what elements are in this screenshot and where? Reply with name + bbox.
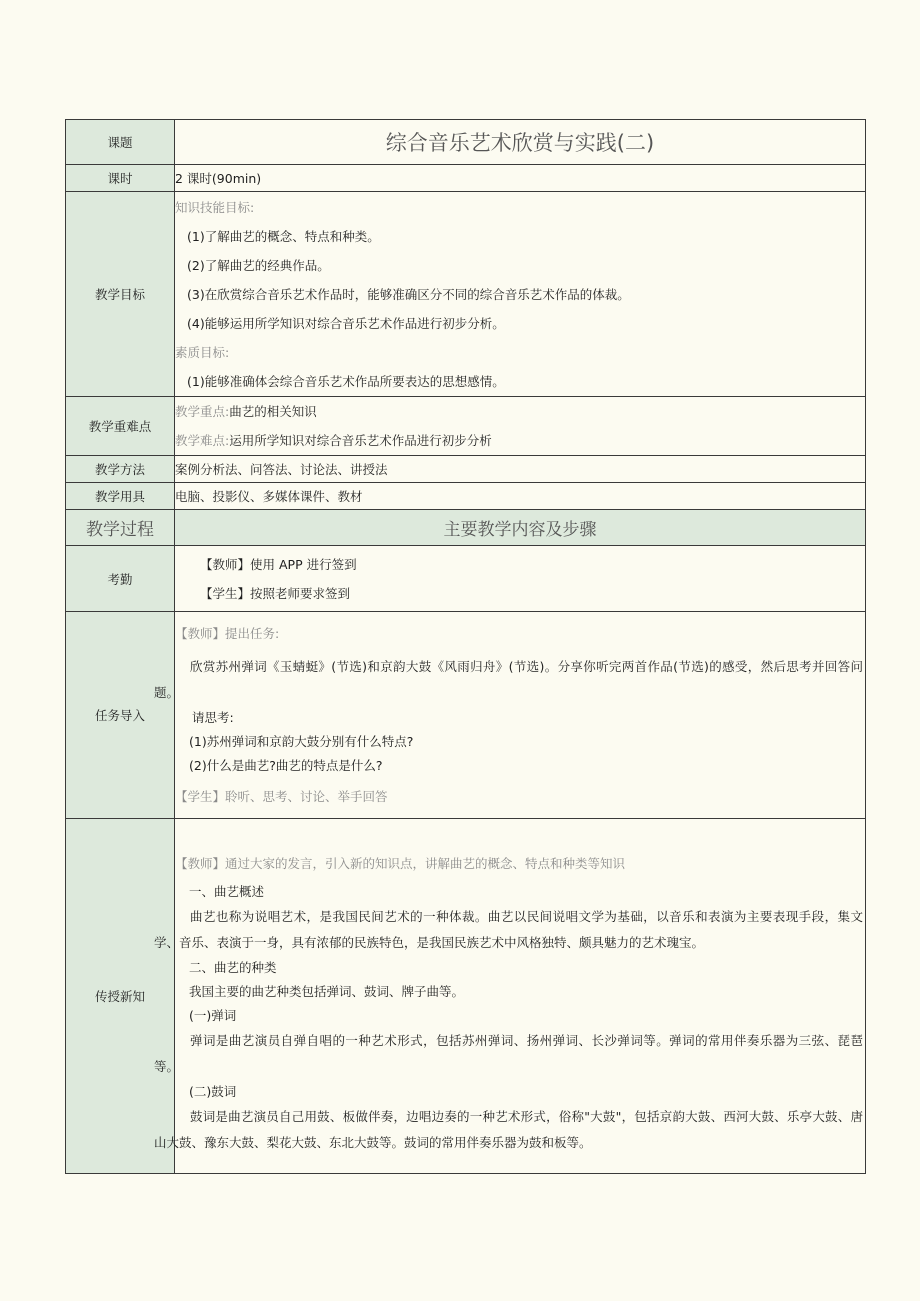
row-tools [66,483,866,510]
new-knowledge-content [154,819,866,1174]
process-header-title: 主要教学内容及步骤 [175,510,866,546]
row-methods [66,456,866,483]
section-paragraph: 我国主要的曲艺种类包括弹词、鼓词、牌子曲等。 [189,984,465,999]
label-key-points: 教学重难点 [66,397,175,456]
lesson-title: 综合音乐艺术欣赏与实践(二) [175,120,866,165]
knowledge-item: (3)在欣赏综合音乐艺术作品时，能够准确区分不同的综合音乐艺术作品的体裁。 [187,286,630,302]
knowledge-item: (2)了解曲艺的经典作品。 [187,257,330,273]
knowledge-teacher: 【教师】通过大家的发言，引入新的知识点，讲解曲艺的概念、特点和种类等知识 [175,856,626,871]
label-methods: 教学方法 [66,456,175,483]
row-hours [66,165,866,192]
row-key-points [66,397,866,456]
row-title [66,120,866,165]
section-heading: 二、曲艺的种类 [189,960,277,975]
section-paragraph: 曲艺也称为说唱艺术，是我国民间艺术的一种体裁。曲艺以民间说唱文学为基础，以音乐和表演为主要表现手段，集文学、音乐、表演于一身，具有浓郁的民族特色，是我国民族艺术中风格独特、颇具魅力的艺术瑰宝。 [154,909,863,950]
knowledge-item: (4)能够运用所学知识对综合音乐艺术作品进行初步分析。 [187,315,505,331]
section-paragraph: 弹词是曲艺演员自弹自唱的一种艺术形式，包括苏州弹词、扬州弹词、长沙弹词等。弹词的常用伴奏乐器为三弦、琵琶等。 [154,1033,863,1074]
task-question: (1)苏州弹词和京韵大鼓分别有什么特点? [189,734,414,749]
label-new-knowledge: 传授新知 [66,819,175,1174]
row-new-knowledge [66,819,866,1174]
hours-value: 2 课时(90min) [175,165,866,192]
subsection-heading: (二)鼓词 [189,1084,237,1099]
quality-heading: 素质目标: [175,344,230,360]
row-attendance [66,546,866,612]
key-points-content [175,397,866,456]
task-question: (2)什么是曲艺?曲艺的特点是什么? [189,758,383,773]
row-goals [66,192,866,397]
lesson-plan-table [65,119,866,1174]
attendance-content [175,546,866,612]
task-student: 【学生】聆听、思考、讨论、举手回答 [175,789,388,804]
task-think: 请思考: [192,710,234,725]
knowledge-item: (1)了解曲艺的概念、特点和种类。 [187,228,380,244]
label-tools: 教学用具 [66,483,175,510]
goals-content [175,192,866,397]
task-content [154,612,866,819]
knowledge-heading: 知识技能目标: [175,199,255,215]
process-header-label: 教学过程 [66,510,175,546]
subsection-heading: (一)弹词 [189,1008,237,1023]
label-hours: 课时 [66,165,175,192]
key-tag: 教学重点: [175,404,230,419]
difficulty-text: 运用所学知识对综合音乐艺术作品进行初步分析 [229,433,492,448]
label-goals: 教学目标 [66,192,175,397]
quality-item: (1)能够准确体会综合音乐艺术作品所要表达的思想感情。 [187,373,505,389]
row-task [66,612,866,819]
section-paragraph: 鼓词是曲艺演员自己用鼓、板做伴奏，边唱边奏的一种艺术形式，俗称"大鼓"，包括京韵大鼓、西河大鼓、乐亭大鼓、唐山大鼓、豫东大鼓、梨花大鼓、东北大鼓等。鼓词的常用伴奏乐器为鼓和板等。 [154,1109,863,1150]
methods-value: 案例分析法、问答法、讨论法、讲授法 [175,456,866,483]
key-text: 曲艺的相关知识 [229,404,317,419]
label-task: 任务导入 [66,612,175,819]
row-process-header [66,510,866,546]
attendance-student: 【学生】按照老师要求签到 [200,585,351,601]
difficulty-tag: 教学难点: [175,433,230,448]
tools-value: 电脑、投影仪、多媒体课件、教材 [175,483,866,510]
attendance-teacher: 【教师】使用 APP 进行签到 [200,556,357,572]
label-attendance: 考勤 [66,546,175,612]
label-title: 课题 [66,120,175,165]
task-paragraph: 欣赏苏州弹词《玉蜻蜓》(节选)和京韵大鼓《风雨归舟》(节选)。分享你听完两首作品(节选)的感受，然后思考并回答问题。 [154,659,863,700]
task-teacher-tag: 【教师】提出任务: [175,626,280,641]
section-heading: 一、曲艺概述 [189,884,265,899]
